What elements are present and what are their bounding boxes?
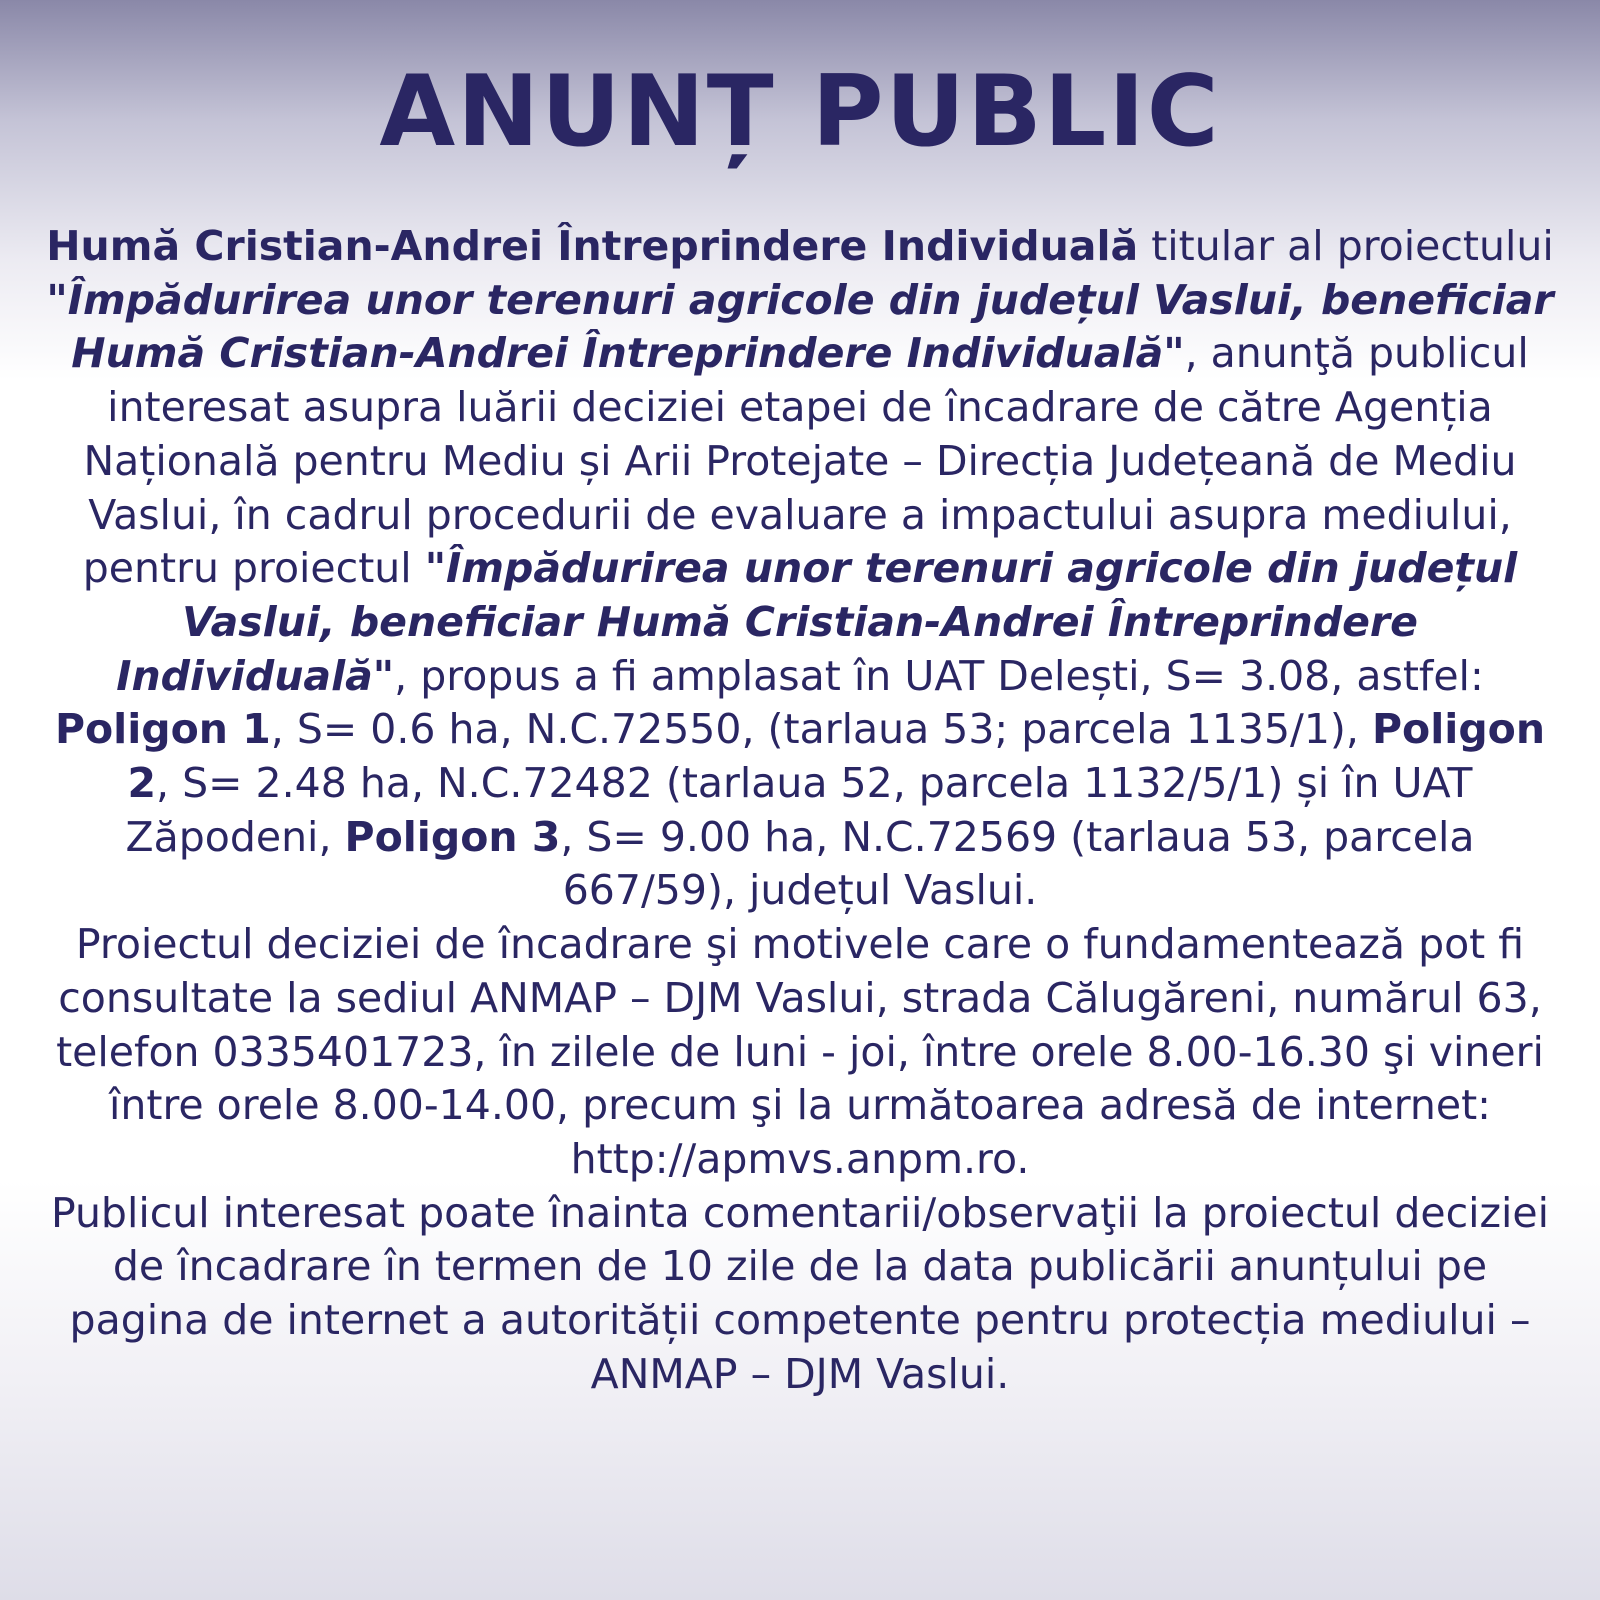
- notice-paragraph-project: [40, 220, 1560, 918]
- notice-text: , S= 2.48 ha, N.C.72482 (tarlaua 52, parcela 1132/5/1) și în UAT Zăpodeni,: [125, 759, 1473, 861]
- project-name: "Împădurirea unor terenuri agricole din județul Vaslui, beneficiar Humă Cristian-Andrei Întreprindere Individuală": [46, 275, 1554, 378]
- notice-text: , propus a fi amplasat în UAT Delești, S= 3.08, astfel:: [394, 651, 1484, 700]
- notice-paragraph-comments: Publicul interesat poate înainta comentarii/observaţii la proiectul deciziei de încadrare în termen de 10 zile de la data publicării anunțului pe pagina de internet a autorității competente pentru protecția mediului – ANMAP – DJM Vaslui.: [50, 1188, 1550, 1398]
- polygon-label: Poligon 2: [127, 705, 1546, 808]
- notice-text: , S= 0.6 ha, N.C.72550, (tarlaua 53; parcela 1135/1),: [270, 705, 1372, 754]
- polygon-label: Poligon 3: [344, 812, 561, 861]
- notice-text: titular al proiectului: [1138, 222, 1554, 270]
- notice-title: ANUNȚ PUBLIC: [379, 55, 1221, 169]
- polygon-label: Poligon 1: [54, 705, 271, 754]
- project-name: "Împădurirea unor terenuri agricole din județul Vaslui, beneficiar Humă Cristian-Andrei Întreprindere Individuală": [116, 544, 1518, 700]
- applicant-name: Humă Cristian-Andrei Întreprindere Individuală: [46, 222, 1139, 270]
- notice-paragraph-consultation: Proiectul deciziei de încadrare şi motivele care o fundamentează pot fi consultate la sediul ANMAP – DJM Vaslui, strada Călugăreni, numărul 63, telefon 0335401723, în zilele de luni - joi, între orele 8.00-16.30 şi vineri între orele 8.00-14.00, precum şi la următoarea adresă de internet: http://apmvs.anpm.ro.: [56, 920, 1544, 1183]
- notice-body: [40, 220, 1560, 1401]
- notice-text: , anunţă publicul interesat asupra luării deciziei etapei de încadrare de către Agenția Națională pentru Mediu și Arii Protejate – Direcția Județeană de Mediu Vaslui, în cadrul procedurii de evaluare a impactului asupra mediului, pentru proiectul: [82, 329, 1529, 593]
- notice-text: , S= 9.00 ha, N.C.72569 (tarlaua 53, parcela 667/59), județul Vaslui.: [560, 812, 1475, 915]
